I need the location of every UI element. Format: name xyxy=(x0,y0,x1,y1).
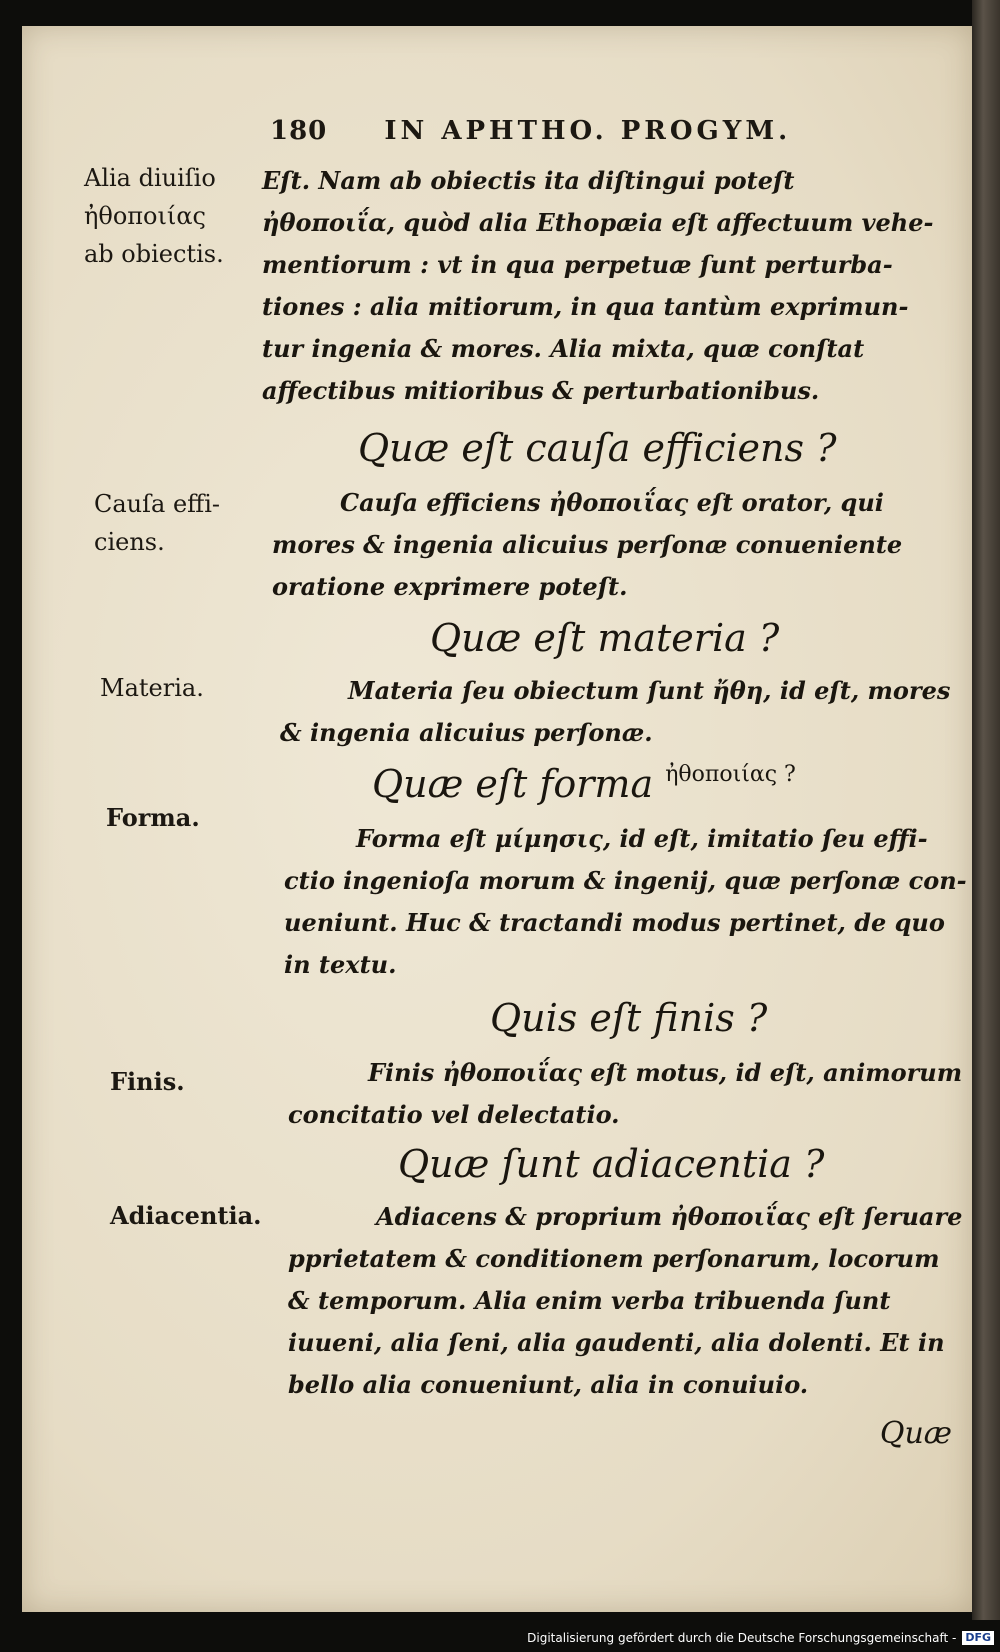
section-question: Quis eſt finis ? xyxy=(490,996,768,1040)
text-line: Forma eſt μίμησις, id eſt, imitatio ſeu effi- xyxy=(356,824,928,853)
margin-note: Finis. xyxy=(110,1067,185,1096)
margin-note: ἠθοποιίας xyxy=(84,202,206,230)
text-line: pprietatem & conditionem perſonarum, locorum xyxy=(288,1244,940,1273)
text-line: ueniunt. Huc & tractandi modus pertinet, de quo xyxy=(284,908,945,937)
catchword: Quæ xyxy=(879,1416,952,1451)
section-paragraph xyxy=(284,818,967,986)
section-question: Quæ eſt cauſa efficiens ? xyxy=(358,426,837,470)
text-line: & temporum. Alia enim verba tribuenda ſunt xyxy=(288,1286,891,1315)
section-paragraph xyxy=(288,1052,962,1136)
text-line: tur ingenia & mores. Alia mixta, quæ conſtat xyxy=(262,334,865,363)
text-line: ἠθοποιΐα, quòd alia Ethopæia eſt affectuum vehe- xyxy=(262,208,934,237)
running-header xyxy=(270,116,791,146)
section-paragraph xyxy=(288,1196,962,1406)
intro-paragraph xyxy=(262,160,933,412)
text-line: oratione exprimere poteſt. xyxy=(272,572,628,601)
text-line: Finis ἠθοποιΐας eſt motus, id eſt, animorum xyxy=(368,1058,963,1087)
text-line: Materia ſeu obiectum ſunt ἤθη, id eſt, mores xyxy=(348,676,951,705)
text-line: & ingenia alicuius perſonæ. xyxy=(280,718,653,747)
text-line: concitatio vel delectatio. xyxy=(288,1100,620,1129)
text-line: Cauſa efficiens ἠθοποιΐας eſt orator, qui xyxy=(340,488,884,517)
margin-note: ab obiectis. xyxy=(84,240,224,268)
section-question xyxy=(372,762,796,806)
margin-note: Adiacentia. xyxy=(110,1201,262,1230)
text-line: ctio ingenioſa morum & ingenij, quæ perſonæ con- xyxy=(284,866,967,895)
margin-note: Alia diuiſio xyxy=(84,164,216,192)
text-line: mentiorum : vt in qua perpetuæ ſunt perturba- xyxy=(262,250,893,279)
margin-note: ciens. xyxy=(94,528,165,556)
text-line: iuueni, alia ſeni, alia gaudenti, alia dolenti. Et in xyxy=(288,1328,945,1357)
credit-text: Digitalisierung gefördert durch die Deutsche Forschungsgemeinschaft - xyxy=(527,1631,957,1645)
section-paragraph xyxy=(280,670,950,754)
digitization-credit xyxy=(527,1628,994,1648)
dfg-logo: DFG xyxy=(962,1631,994,1645)
question-text: Quæ eſt forma xyxy=(372,762,654,806)
text-line: Adiacens & proprium ἠθοποιΐας eſt ſeruare xyxy=(376,1202,963,1231)
text-line: bello alia conueniunt, alia in conuiuio. xyxy=(288,1370,809,1399)
text-line: in textu. xyxy=(284,950,397,979)
page-edge xyxy=(972,0,1000,1620)
text-line: mores & ingenia alicuius perſonæ conueniente xyxy=(272,530,903,559)
page-number: 180 xyxy=(270,116,328,146)
margin-note: Forma. xyxy=(106,803,200,832)
text-line: Eſt. Nam ab obiectis ita diſtingui poteſt xyxy=(262,166,795,195)
section-paragraph xyxy=(272,482,902,608)
margin-note: Materia. xyxy=(100,674,204,702)
section-question: Quæ ſunt adiacentia ? xyxy=(398,1142,825,1186)
margin-note: Cauſa effi- xyxy=(94,490,220,518)
text-line: tiones : alia mitiorum, in qua tantùm exprimun- xyxy=(262,292,909,321)
text-line: affectibus mitioribus & perturbationibus. xyxy=(262,376,820,405)
running-title: IN APHTHO. PROGYM. xyxy=(384,116,792,146)
question-greek: ἠθοποιίας ? xyxy=(665,762,796,787)
section-question: Quæ eſt materia ? xyxy=(430,616,780,660)
